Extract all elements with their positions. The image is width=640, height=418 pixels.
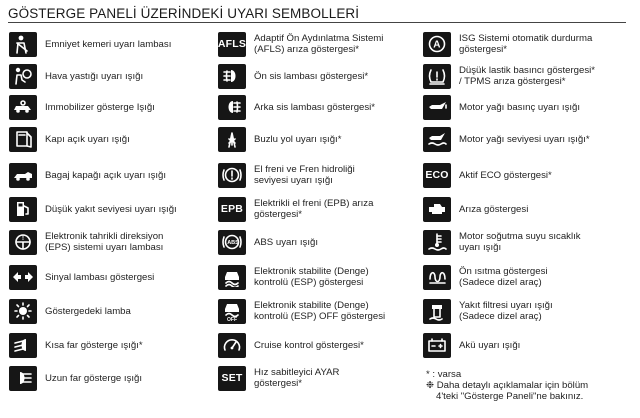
low-beam-icon xyxy=(9,333,37,358)
symbol-label xyxy=(254,300,385,322)
battery-icon xyxy=(423,333,451,358)
symbol-label-line: / TPMS arıza göstergesi* xyxy=(459,76,566,87)
symbol-row xyxy=(218,264,369,290)
symbol-label-line: ISG Sistemi otomatik durdurma xyxy=(459,33,593,44)
symbol-label-line: seviyesi uyarı ışığı xyxy=(254,175,333,186)
symbol-label-line: Motor soğutma suyu sıcaklık xyxy=(459,231,581,242)
note-details-line2: 4'teki "Gösterge Paneli"ne bakınız. xyxy=(436,391,584,402)
symbol-row xyxy=(218,365,339,391)
epb-icon xyxy=(218,197,246,222)
symbol-label xyxy=(459,102,580,113)
symbol-label xyxy=(254,266,369,288)
symbol-label xyxy=(45,39,171,50)
symbol-label xyxy=(459,266,548,288)
symbol-row xyxy=(423,264,548,290)
symbol-label-line: Sinyal lambası göstergesi xyxy=(45,271,155,283)
symbol-row xyxy=(218,94,375,120)
tpms-icon xyxy=(423,64,451,89)
symbol-label-line: göstergesi* xyxy=(459,44,507,55)
symbol-label-line: (Sadece dizel araç) xyxy=(459,277,542,288)
esp-icon xyxy=(218,265,246,290)
icon-text: AFLS xyxy=(218,38,246,50)
afls-icon xyxy=(218,32,246,57)
symbol-label xyxy=(254,134,341,145)
symbol-label xyxy=(459,204,528,215)
symbol-label-line: Göstergedeki lamba xyxy=(45,305,131,317)
seatbelt-icon xyxy=(9,32,37,57)
symbol-label-line: kontrolü (ESP) OFF göstergesi xyxy=(254,311,386,322)
symbol-label xyxy=(459,33,592,55)
check-engine-icon xyxy=(423,197,451,222)
svg-text:ABS: ABS xyxy=(227,240,239,246)
trunk-open-icon xyxy=(9,163,37,188)
symbol-label-line: Bagaj kapağı açık uyarı ışığı xyxy=(45,169,167,181)
svg-text:A: A xyxy=(433,39,441,51)
symbol-label-line: Cruise kontrol göstergesi* xyxy=(254,339,364,351)
symbol-label xyxy=(254,340,364,351)
symbol-row xyxy=(9,264,154,290)
symbol-label-line: göstergesi* xyxy=(254,209,302,220)
symbol-label-line: Aktif ECO göstergesi* xyxy=(459,169,552,181)
symbol-row xyxy=(423,298,553,324)
esp-off-icon xyxy=(218,299,246,324)
isg-stop-icon xyxy=(423,32,451,57)
symbol-label-line: (Sadece dizel araç) xyxy=(459,311,542,322)
instrument-lamp-icon xyxy=(9,299,37,324)
abs-icon xyxy=(218,230,246,255)
symbol-label xyxy=(45,306,131,317)
brake-warning-icon xyxy=(218,163,246,188)
symbol-label-line: Kapı açık uyarı ışığı xyxy=(45,133,130,145)
symbol-label-line: Hava yastığı uyarı ışığı xyxy=(45,70,144,82)
svg-text:OFF: OFF xyxy=(227,317,237,321)
symbol-label xyxy=(254,367,339,389)
symbol-label xyxy=(459,340,520,351)
symbol-label-line: Emniyet kemeri uyarı lambası xyxy=(45,38,172,50)
symbol-label xyxy=(459,300,553,322)
symbol-label-line: Ön sis lambası göstergesi* xyxy=(254,70,369,82)
symbol-label-line: göstergesi* xyxy=(254,378,302,389)
symbol-label-line: Akü uyarı ışığı xyxy=(459,339,521,351)
symbol-row xyxy=(218,229,318,255)
symbol-label-line: Ön ısıtma göstergesi xyxy=(459,266,548,277)
symbol-label xyxy=(45,102,155,113)
symbol-row xyxy=(218,63,368,89)
glow-plug-icon xyxy=(423,265,451,290)
symbol-label xyxy=(459,134,590,145)
low-fuel-icon xyxy=(9,197,37,222)
symbol-label-line: Immobilizer gösterge Işığı xyxy=(45,101,155,113)
symbol-row xyxy=(9,94,155,120)
symbol-row xyxy=(423,229,581,255)
symbol-label xyxy=(254,33,383,55)
symbol-label xyxy=(45,71,143,82)
symbol-label xyxy=(459,231,581,253)
turn-signal-icon xyxy=(9,265,37,290)
title-underline xyxy=(8,22,626,23)
symbol-row xyxy=(218,332,364,358)
symbol-label-line: Elektronik tahrikli direksiyon xyxy=(45,231,164,242)
symbol-label-line: Adaptif Ön Aydınlatma Sistemi xyxy=(254,33,384,44)
symbol-label xyxy=(254,237,318,248)
front-fog-icon xyxy=(218,64,246,89)
high-beam-icon xyxy=(9,366,37,391)
set-icon xyxy=(218,366,246,391)
immobilizer-icon xyxy=(9,95,37,120)
symbol-row xyxy=(9,365,142,391)
symbol-label xyxy=(254,102,375,113)
coolant-temp-icon xyxy=(423,230,451,255)
icon-text: ECO xyxy=(425,169,449,181)
symbol-row xyxy=(218,31,383,57)
symbol-row xyxy=(423,162,552,188)
symbol-label xyxy=(45,170,166,181)
symbol-label-line: El freni ve Fren hidroliği xyxy=(254,164,355,175)
symbol-row xyxy=(423,196,528,222)
symbol-row xyxy=(9,229,163,255)
symbol-row xyxy=(423,126,590,152)
oil-level-icon xyxy=(423,127,451,152)
symbol-label xyxy=(459,170,552,181)
symbol-label xyxy=(45,373,142,384)
symbol-row xyxy=(9,63,143,89)
symbol-row xyxy=(9,196,177,222)
symbol-label-line: Elektrikli el freni (EPB) arıza xyxy=(254,198,374,209)
eps-steering-icon xyxy=(9,230,37,255)
symbol-label-line: Arka sis lambası göstergesi* xyxy=(254,101,376,113)
symbol-label-line: Hız sabitleyici AYAR xyxy=(254,367,340,378)
symbol-label xyxy=(45,231,163,253)
symbol-label-line: Motor yağı seviyesi uyarı ışığı* xyxy=(459,133,590,145)
symbol-label-line: Düşük yakıt seviyesi uyarı ışığı xyxy=(45,203,177,215)
symbol-label-line: Arıza göstergesi xyxy=(459,203,529,215)
symbol-label xyxy=(254,198,373,220)
symbol-label-line: Elektronik stabilite (Denge) xyxy=(254,300,369,311)
rear-fog-icon xyxy=(218,95,246,120)
symbol-label xyxy=(254,71,368,82)
symbol-row xyxy=(9,162,166,188)
svg-text:!: ! xyxy=(22,236,24,242)
symbol-label-line: Kısa far gösterge ışığı* xyxy=(45,339,143,351)
symbol-row xyxy=(218,162,355,188)
symbol-row xyxy=(423,31,592,57)
symbol-label-line: ABS uyarı ışığı xyxy=(254,236,318,248)
symbol-label xyxy=(45,272,154,283)
door-open-icon xyxy=(9,127,37,152)
symbol-label-line: Buzlu yol uyarı ışığı* xyxy=(254,133,342,145)
symbol-label xyxy=(459,65,595,87)
airbag-icon xyxy=(9,64,37,89)
page-title: GÖSTERGE PANELİ ÜZERİNDEKİ UYARI SEMBOLLERİ xyxy=(8,6,360,21)
symbol-row xyxy=(218,298,385,324)
fuel-filter-icon xyxy=(423,299,451,324)
icon-text: EPB xyxy=(220,203,244,215)
symbol-label-line: Motor yağı basınç uyarı ışığı xyxy=(459,101,581,113)
symbol-label xyxy=(45,340,143,351)
symbol-label-line: Düşük lastik basıncı göstergesi* xyxy=(459,65,595,76)
symbol-label-line: (AFLS) arıza göstergesi* xyxy=(254,44,360,55)
symbol-label xyxy=(254,164,355,186)
symbol-label-line: Yakıt filtresi uyarı ışığı xyxy=(459,300,553,311)
symbol-label-line: Elektronik stabilite (Denge) xyxy=(254,266,369,277)
symbol-row xyxy=(218,196,373,222)
symbol-row xyxy=(423,94,580,120)
symbol-label-line: (EPS) sistemi uyarı lambası xyxy=(45,242,164,253)
note-optional: * : varsa xyxy=(426,369,462,380)
symbol-label-line: uyarı ışığı xyxy=(459,242,502,253)
eco-icon xyxy=(423,163,451,188)
note-details-line1: ❉ Daha detaylı açıklamalar için bölüm xyxy=(426,380,589,391)
symbol-label xyxy=(45,204,177,215)
icon-text: SET xyxy=(221,372,243,384)
symbol-label-line: kontrolü (ESP) göstergesi xyxy=(254,277,364,288)
icy-road-icon xyxy=(218,127,246,152)
cruise-control-icon xyxy=(218,333,246,358)
symbol-row xyxy=(9,298,131,324)
oil-pressure-icon xyxy=(423,95,451,120)
symbol-label-line: Uzun far gösterge ışığı xyxy=(45,372,143,384)
symbol-row xyxy=(423,63,595,89)
symbol-row xyxy=(9,332,143,358)
symbol-row xyxy=(9,126,130,152)
symbol-row xyxy=(423,332,520,358)
symbol-row xyxy=(218,126,341,152)
symbol-label xyxy=(45,134,130,145)
symbol-row xyxy=(9,31,171,57)
